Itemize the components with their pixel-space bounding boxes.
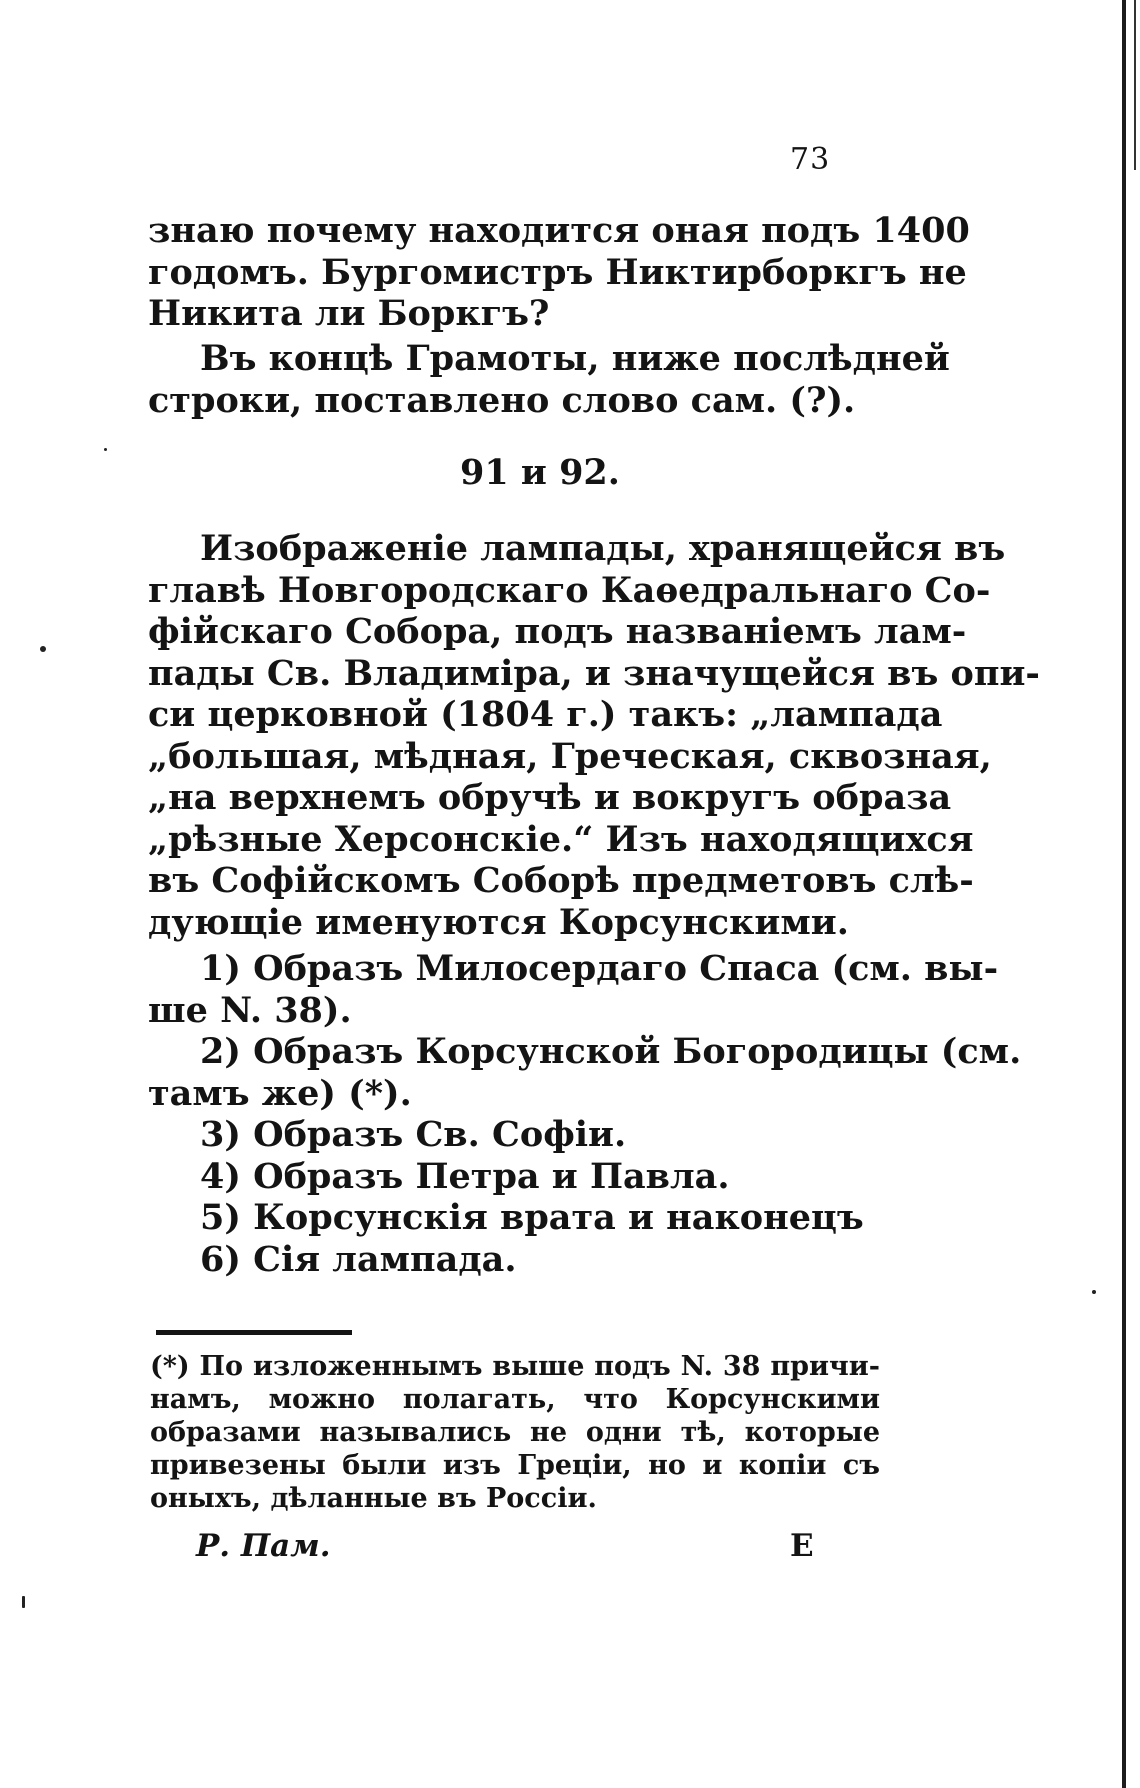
section-heading — [0, 452, 1140, 493]
footnote-line: привезены были изъ Греціи, но и копіи съ — [150, 1450, 880, 1481]
text-line: въ Софійскомъ Соборѣ предметовъ слѣ- — [148, 860, 974, 901]
text-line: Никита ли Боркгъ? — [148, 293, 550, 334]
list-item-continuation: ше N. 38). — [148, 989, 352, 1031]
footnote-line: (*) По изложеннымъ выше подъ N. 38 причи- — [150, 1351, 880, 1382]
text-line: Изображеніе лампады, хранящейся въ — [200, 528, 1006, 569]
text-line: „рѣзные Херсонскіе.“ Изъ находящихся — [148, 818, 974, 860]
text-line: знаю почему находится оная подъ 1400 — [148, 210, 970, 251]
paragraph-1 — [148, 210, 970, 335]
numbered-list — [148, 948, 1022, 1280]
signature-mark: Р. Пам. — [196, 1528, 331, 1564]
list-item: 4) Образъ Петра и Павла. — [200, 1155, 730, 1197]
footnote-line: оныхъ, дѣланные въ Россіи. — [150, 1483, 597, 1514]
list-item: 6) Сія лампада. — [200, 1238, 517, 1280]
scan-speck — [22, 1596, 25, 1608]
text-line: строки, поставлено слово сам. (?). — [148, 379, 856, 421]
list-item: 5) Корсунскія врата и наконецъ — [200, 1197, 864, 1238]
text-line: дующіе именуются Корсунскими. — [148, 901, 849, 943]
text-line: годомъ. Бургомистръ Никтирборкгъ не — [148, 251, 967, 293]
section-heading-text: 91 и 92. — [460, 452, 620, 493]
list-item: 1) Образъ Милосердаго Спаса (см. вы- — [200, 948, 999, 989]
paragraph-3 — [148, 528, 1040, 943]
list-item-continuation: тамъ же) (*). — [148, 1072, 412, 1114]
text-line: „на верхнемъ обручѣ и вокругъ образа — [148, 777, 952, 818]
text-line: пады Св. Владиміра, и значущейся въ опи- — [148, 652, 1040, 694]
scan-speck — [40, 646, 46, 652]
scan-speck — [1092, 1290, 1096, 1294]
text-line: Въ концѣ Грамоты, ниже послѣдней — [200, 338, 950, 379]
list-item: 2) Образъ Корсунской Богородицы (см. — [200, 1031, 1022, 1072]
text-line: „большая, мѣдная, Греческая, сквозная, — [148, 735, 992, 777]
scan-speck — [104, 448, 107, 451]
footnote-line: образами назывались не одни тѣ, которые — [150, 1417, 880, 1448]
text-line: фійскаго Собора, подъ названіемъ лам- — [148, 611, 967, 652]
sheet-letter: Е — [790, 1528, 814, 1564]
footnote-line: намъ, можно полагать, что Корсунскими — [150, 1384, 880, 1415]
page-number: 73 — [790, 142, 831, 177]
text-line: си церковной (1804 г.) такъ: „лампада — [148, 694, 943, 735]
scan-edge — [1122, 0, 1126, 1788]
footnote-rule — [156, 1330, 352, 1335]
footnote — [150, 1350, 880, 1515]
paragraph-2 — [148, 338, 950, 421]
list-item: 3) Образъ Св. Софіи. — [200, 1114, 627, 1155]
text-line: главѣ Новгородскаго Каѳедральнаго Со- — [148, 569, 991, 611]
scan-edge-mark — [1134, 0, 1136, 170]
